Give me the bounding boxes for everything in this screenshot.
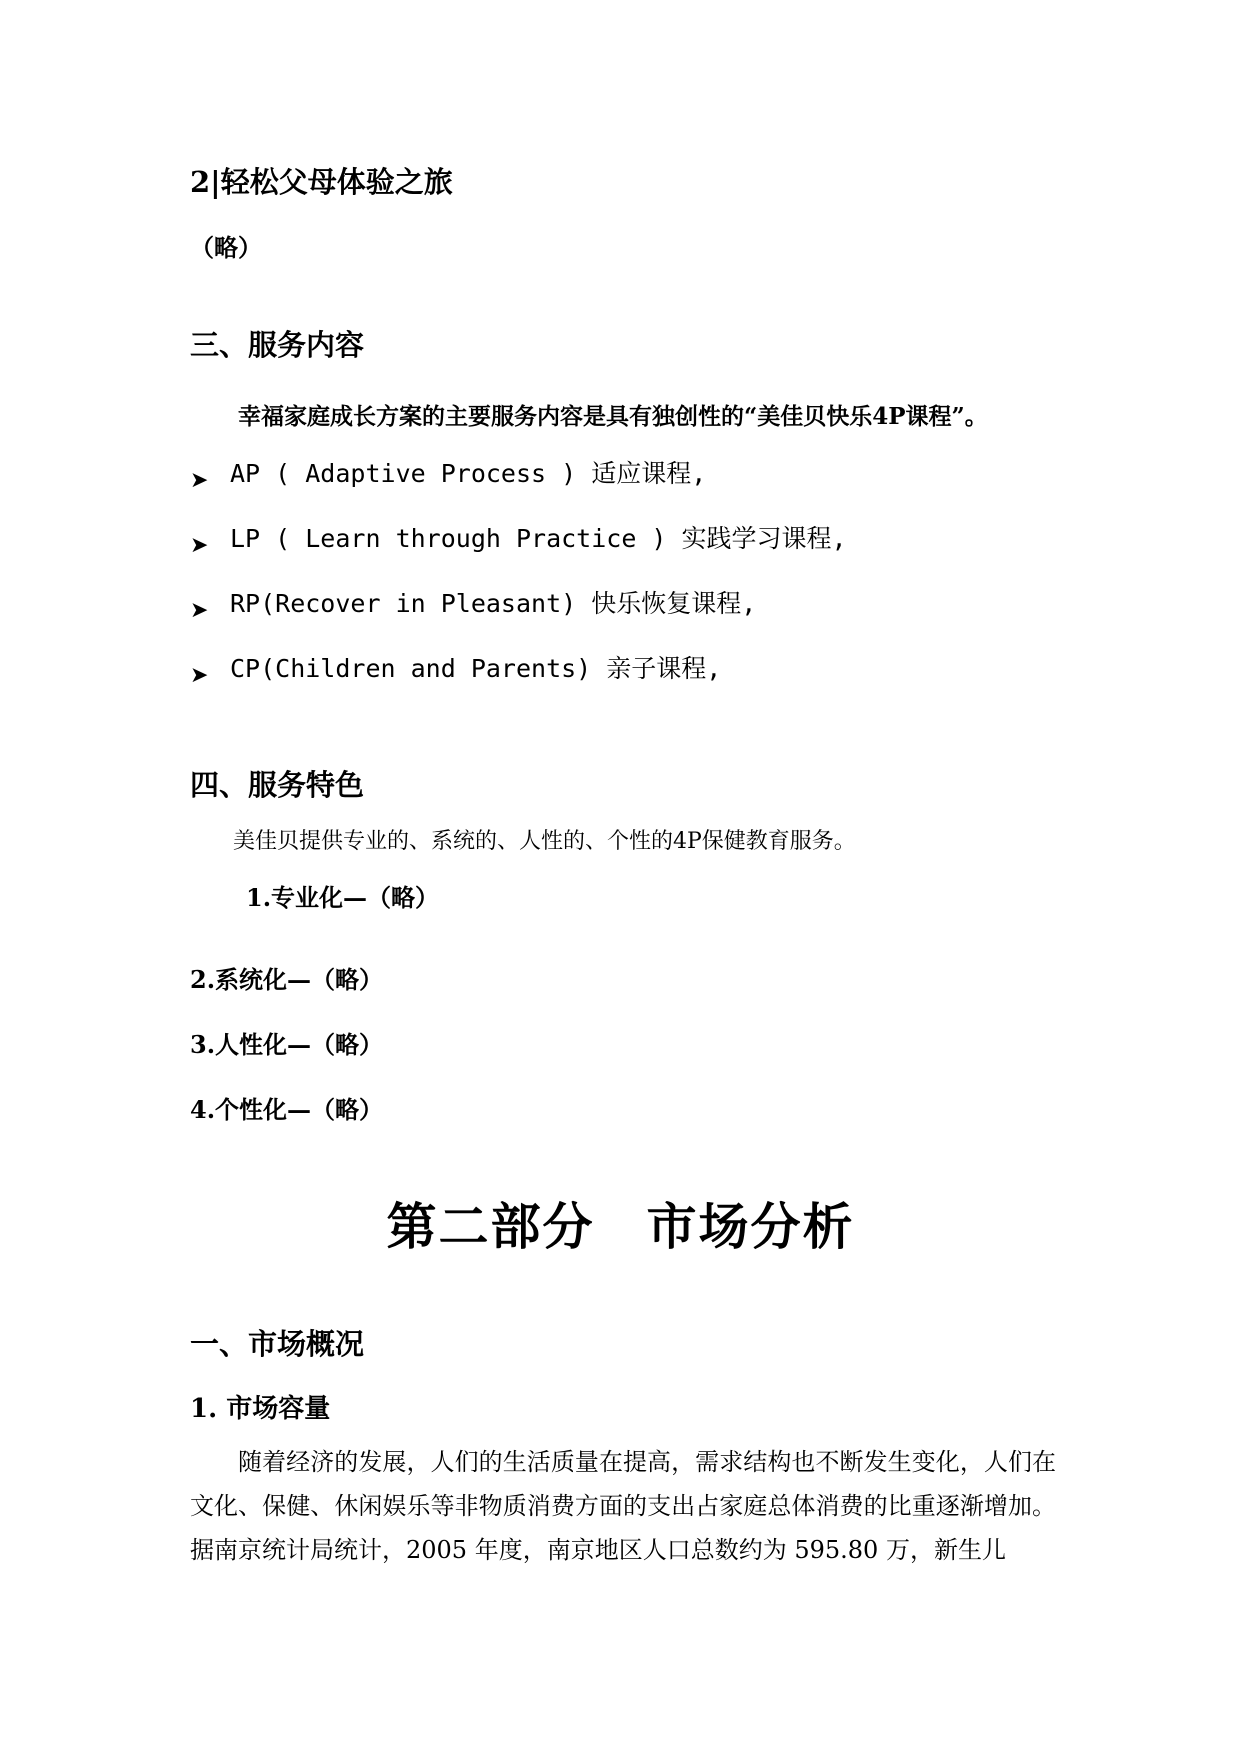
service-content-intro: 幸福家庭成长方案的主要服务内容是具有独创性的“美佳贝快乐4P课程”。 bbox=[238, 403, 988, 430]
feature-item-3: 3.人性化—（略） bbox=[190, 1030, 384, 1059]
course-item-lp: LP ( Learn through Practice ) 实践学习课程, bbox=[230, 524, 847, 553]
part-two-title: 第二部分 市场分析 bbox=[386, 1197, 855, 1256]
service-content-heading: 三、服务内容 bbox=[190, 328, 365, 362]
course-item-rp: RP(Recover in Pleasant) 快乐恢复课程, bbox=[230, 589, 757, 618]
market-overview-heading: 一、市场概况 bbox=[190, 1327, 365, 1361]
course-item-ap: AP ( Adaptive Process ) 适应课程, bbox=[230, 459, 707, 488]
service-features-intro: 美佳贝提供专业的、系统的、人性的、个性的4P保健教育服务。 bbox=[233, 829, 856, 854]
arrow-bullet-icon: ➤ bbox=[190, 468, 209, 493]
feature-item-1: 1.专业化—（略） bbox=[246, 883, 440, 912]
market-capacity-paragraph bbox=[190, 1440, 1056, 1572]
feature-item-2: 2.系统化—（略） bbox=[190, 965, 384, 994]
section-2-2-body: （略） bbox=[190, 233, 262, 262]
service-features-heading: 四、服务特色 bbox=[190, 768, 365, 802]
section-heading-2-2: 2|轻松父母体验之旅 bbox=[190, 165, 453, 199]
arrow-bullet-icon: ➤ bbox=[190, 598, 209, 623]
course-item-cp: CP(Children and Parents) 亲子课程, bbox=[230, 654, 722, 683]
arrow-bullet-icon: ➤ bbox=[190, 533, 209, 558]
market-capacity-heading: 1. 市场容量 bbox=[190, 1394, 331, 1424]
arrow-bullet-icon: ➤ bbox=[190, 663, 209, 688]
market-capacity-text: 随着经济的发展，人们的生活质量在提高，需求结构也不断发生变化，人们在文化、保健、休闲娱乐等非物质消费方面的支出占家庭总体消费的比重逐渐增加。据南京统计局统计，2005 年度，南京地区人口总数约为 595.80 万，新生儿 bbox=[190, 1448, 1056, 1564]
feature-item-4: 4.个性化—（略） bbox=[190, 1095, 384, 1124]
